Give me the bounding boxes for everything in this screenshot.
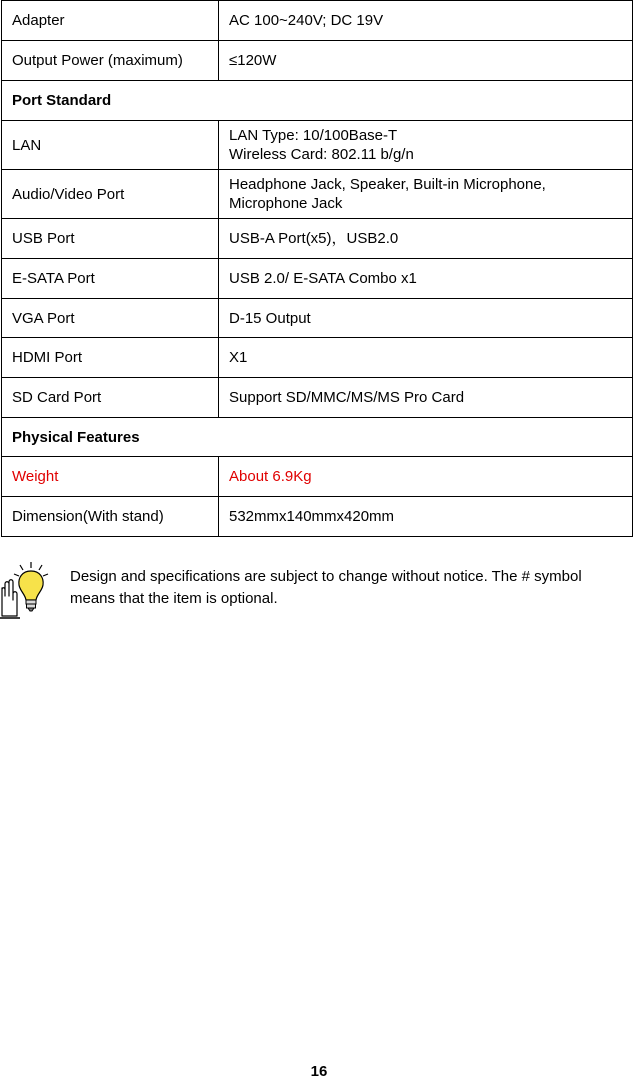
spec-label: VGA Port xyxy=(2,299,219,338)
hand-lightbulb-icon xyxy=(0,560,56,620)
spec-label: E-SATA Port xyxy=(2,259,219,299)
spec-label: HDMI Port xyxy=(2,338,219,378)
spec-label: Audio/Video Port xyxy=(2,170,219,219)
spec-row-adapter xyxy=(2,1,633,41)
spec-value: USB-A Port(x5)，USB2.0 xyxy=(219,219,633,259)
spec-value: USB 2.0/ E-SATA Combo x1 xyxy=(219,259,633,299)
spec-label: Weight xyxy=(2,457,219,497)
spec-value: About 6.9Kg xyxy=(219,457,633,497)
page-number: 16 xyxy=(310,1063,328,1080)
spec-value: Headphone Jack, Speaker, Built-in Microphone, Microphone Jack xyxy=(219,170,633,219)
spec-row-sd-card xyxy=(2,378,633,418)
specifications-table xyxy=(1,0,633,537)
spec-value: D-15 Output xyxy=(219,299,633,338)
spec-row-lan xyxy=(2,121,633,170)
section-row-port-standard xyxy=(2,81,633,121)
section-heading: Physical Features xyxy=(2,418,633,457)
spec-value: AC 100~240V; DC 19V xyxy=(219,1,633,41)
spec-label: Dimension(With stand) xyxy=(2,497,219,537)
spec-label: Output Power (maximum) xyxy=(2,41,219,81)
spec-label: Adapter xyxy=(2,1,219,41)
spec-row-weight xyxy=(2,457,633,497)
spec-row-dimension xyxy=(2,497,633,537)
spec-row-audio-video xyxy=(2,170,633,219)
spec-label: LAN xyxy=(2,121,219,170)
section-row-physical-features xyxy=(2,418,633,457)
spec-value: LAN Type: 10/100Base-T Wireless Card: 802.11 b/g/n xyxy=(219,121,633,170)
note-text: Design and specifications are subject to change without notice. The # symbol means that the item is optional. xyxy=(70,568,582,607)
spec-row-vga xyxy=(2,299,633,338)
spec-row-hdmi xyxy=(2,338,633,378)
spec-value: 532mmx140mmx420mm xyxy=(219,497,633,537)
spec-value: Support SD/MMC/MS/MS Pro Card xyxy=(219,378,633,418)
section-heading: Port Standard xyxy=(2,81,633,121)
spec-value: ≤120W xyxy=(219,41,633,81)
spec-row-esata xyxy=(2,259,633,299)
spec-value: X1 xyxy=(219,338,633,378)
spec-label: USB Port xyxy=(2,219,219,259)
spec-row-usb xyxy=(2,219,633,259)
spec-label: SD Card Port xyxy=(2,378,219,418)
spec-row-output-power xyxy=(2,41,633,81)
